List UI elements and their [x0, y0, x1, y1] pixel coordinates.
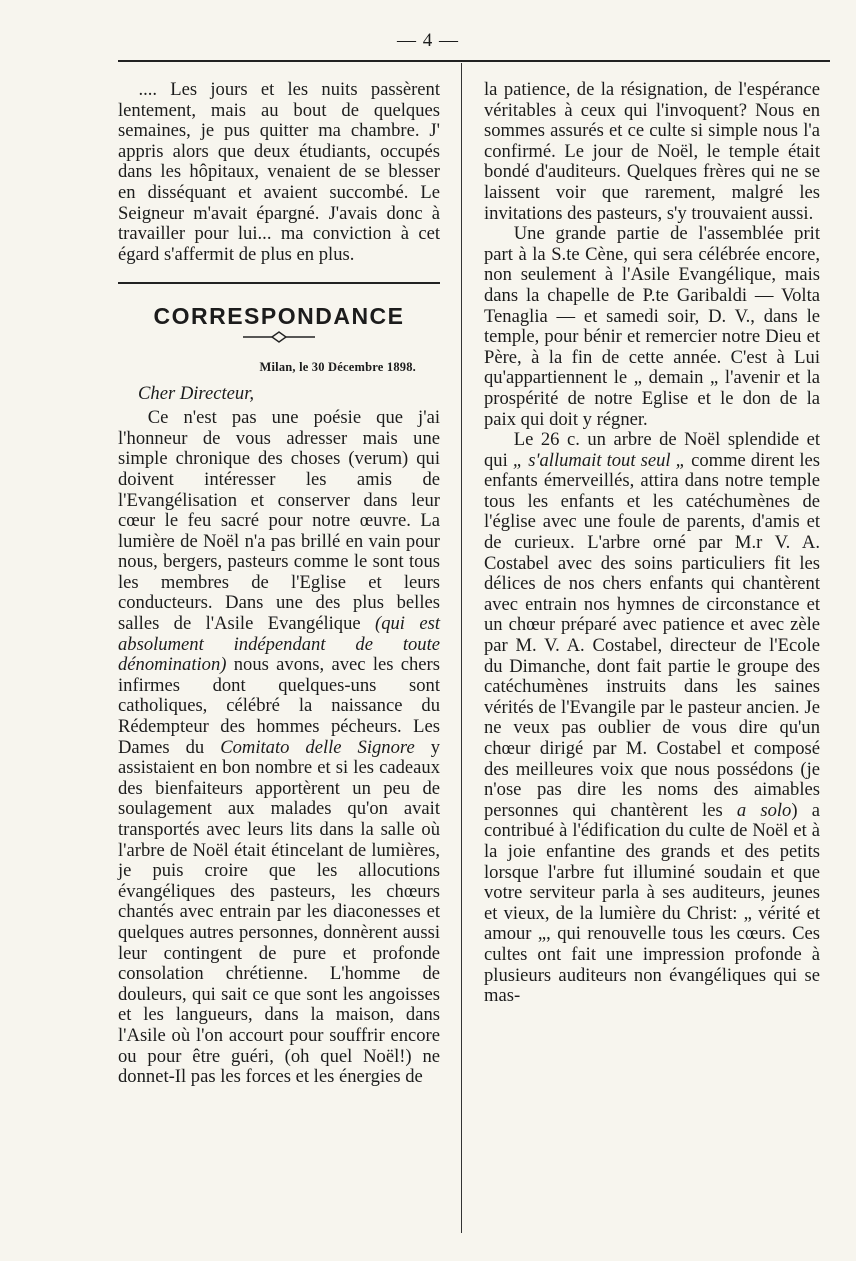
dateline: Milan, le 30 Décembre 1898.	[259, 359, 416, 374]
para1-text-b: nous avons, avec les chers infirmes dont quelques-uns sont catholiques, célébré la naissance du Rédempteur des hommes pécheurs. Les Dames du	[118, 654, 440, 758]
letter-paragraph-1	[118, 408, 440, 1088]
left-column	[118, 80, 440, 1088]
para3-text-b: comme dirent les enfants émerveillés, attira dans notre temple tous les enfants et les catéchumènes de l'église avec une foule de parents, d'amis et de curieux. L'arbre orné par M.r V. A. Costabel avec des soins particuliers fit les délices de nos chers enfants qui chantèrent avec entrain nos hymnes de circonstance et un chœur préparé avec patience et avec zèle par M. V. A. Costabel, directeur de l'Ecole du Dimanche, dont fait partie le groupe des catéchumènes instruits dans les saines vérités de l'Evangile par le pasteur ancien. Je ne veux pas oublier de vous dire qu'un chœur dirigé par M. Costabel et composé des meilleures voix que nous possédons (je n'ose pas dire les noms des aimables personnes qui chantèrent les	[484, 449, 820, 821]
para1-italic-committee: Comitato delle Signore	[220, 736, 415, 758]
salutation: Cher Directeur,	[138, 382, 255, 404]
section-heading: CORRESPONDANCE	[153, 303, 405, 330]
ornament-divider	[118, 329, 440, 351]
header-rule	[118, 60, 830, 62]
column-divider	[461, 63, 462, 1233]
continued-paragraph: la patience, de la résignation, de l'espérance véritables à ceux qui l'invoquent? Nous en sommes assurés et ce culte si simple nous l'a confirmé. Le jour de Noël, le temple était bondé d'auditeurs. Quelques frères qui ne se laissent voir que rarement, malgré les invitations des pasteurs, s'y trouvaient aussi.	[484, 79, 820, 224]
para1-italic-aside: (qui est absolument indépendant de toute dénomination)	[118, 613, 440, 676]
para3-italic-solo: a solo	[736, 799, 792, 821]
letter-paragraph-2: Une grande partie de l'assemblée prit part à la S.te Cène, qui sera célébrée encore, non seulement à l'Asile Evangélique, mais dans la chapelle de P.te Garibaldi — Volta Tenaglia — et samedi soir, D. V., dans le temple, pour bénir et remercier notre Dieu et Père, à la fin de cette année. C'est à Lui qu'appartiennent le „ demain „ l'avenir et la prospérité de notre Eglise et le don de la paix qui doit y régner.	[484, 223, 820, 430]
para1-text-c: y assistaient en bon nombre et si les cadeaux des bienfaiteurs apportèrent un peu de soulagement aux malades qu'on avait transportés avec leurs lits dans la salle où l'arbre de Noël était étincelant de lumières, je puis croire que les allocutions évangéliques des pasteurs, les chœurs chantés avec entrain par les diaconesses et quelques autres personnes, donnèrent aussi leur contingent de pure et profonde consolation chrétienne. L'homme de douleurs, qui sait ce que sont les angoisses et les langueurs, dans la maison, dans l'Asile où l'on accourt pour souffrir encore ou pour être guéri, (oh quel Noël!) ne donnet-Il pas les forces et les énergies de	[118, 736, 440, 1088]
para3-text-c: ) a contribué à l'édification du culte de Noël et à la joie enfantine des grands et des petits lorsque l'arbre fut illuminé soudain et que votre serviteur parla à ses auditeurs, jeunes et vieux, de la lumière du Christ: „ vérité et amour „, qui renouvelle tous les cœurs. Ces cultes ont fait une impression profonde à plusieurs auditeurs non évangéliques qui se mas-	[484, 799, 820, 1007]
para1-text-a: Ce n'est pas une poésie que j'ai l'honneur de vous adresser mais une simple chronique des choses (verum) qui doivent intéresser les amis de l'Evangélisation et conserver dans leur cœur le feu sacré pour notre œuvre. La lumière de Noël n'a pas brillé en vain pour nous, bergers, pasteurs comme le sont tous les membres de l'Eglise et leurs conducteurs. Dans une des plus belles salles de l'Asile Evangélique	[118, 407, 440, 635]
para3-italic-quote: „ s'allumait tout seul „	[512, 449, 686, 471]
page-number: — 4 —	[397, 30, 459, 51]
para3-text-a: Le 26 c. un arbre de Noël splendide et qui	[484, 429, 820, 471]
section-rule	[118, 282, 440, 284]
right-column	[484, 80, 820, 1007]
ornament-icon	[239, 329, 319, 345]
intro-paragraph: .... Les jours et les nuits passèrent lentement, mais au bout de quelques semaines, je pus quitter ma chambre. J' appris alors que deux étudiants, occupés dans les hôpitaux, venaient de se blesser en disséquant et avaient succombé. Le Seigneur m'avait épargné. J'avais donc à travailler pour lui... ma conviction à cet égard s'affermit de plus en plus.	[118, 79, 440, 265]
letter-paragraph-3	[484, 430, 820, 1007]
